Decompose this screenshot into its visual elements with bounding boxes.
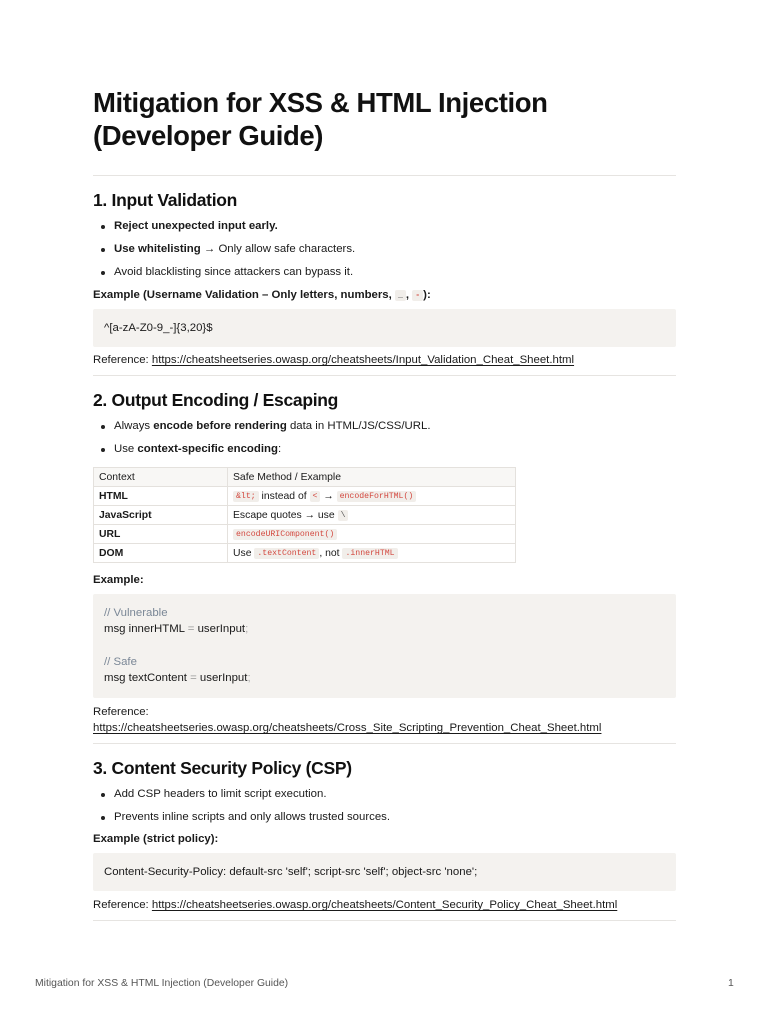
list-item: Avoid blacklisting since attackers can bypass it.	[93, 265, 676, 279]
reference-link[interactable]: https://cheatsheetseries.owasp.org/cheatsheets/Content_Security_Policy_Cheat_Sheet.html	[151, 899, 618, 911]
table-cell-context: HTML	[94, 487, 228, 506]
table-row	[94, 525, 516, 544]
inline-code: .innerHTML	[342, 548, 397, 559]
inline-code: \	[338, 510, 349, 521]
code-line: msg innerHTML = userInput;	[104, 623, 249, 636]
code-comment: // Vulnerable	[104, 607, 168, 619]
page-title-line2: (Developer Guide)	[93, 120, 324, 151]
example-label-username: Example (Username Validation – Only letters, numbers, _ , - ):	[93, 289, 431, 301]
inline-code: -	[412, 290, 423, 301]
table-cell-method: Use .textContent , not .innerHTML	[228, 544, 516, 563]
footer-title: Mitigation for XSS & HTML Injection (Developer Guide)	[35, 978, 289, 989]
input-validation-list	[93, 219, 676, 289]
reference-label: Reference:	[93, 706, 149, 718]
code-comment: // Safe	[104, 655, 137, 668]
code-line: msg textContent = userInput;	[104, 671, 251, 684]
page-number: 1	[728, 978, 734, 989]
code-block-regex	[93, 309, 676, 347]
list-item: Add CSP headers to limit script execution.	[93, 787, 676, 801]
table-cell-context: URL	[94, 525, 228, 544]
reference-csp: Reference: https://cheatsheetseries.owasp.org/cheatsheets/Content_Security_Policy_Cheat_Sheet.html	[93, 899, 618, 911]
page-title	[93, 86, 676, 152]
section-heading-input-validation: 1. Input Validation	[93, 190, 238, 210]
code-line-empty	[104, 637, 676, 653]
code-block-js	[93, 594, 676, 698]
reference-input-validation: Reference: https://cheatsheetseries.owasp.org/cheatsheets/Input_Validation_Cheat_Sheet.html	[93, 354, 575, 366]
section-heading-output-encoding: 2. Output Encoding / Escaping	[93, 390, 339, 410]
reference-xss	[93, 721, 676, 735]
inline-code: _	[395, 290, 406, 301]
table-cell-method	[228, 525, 516, 544]
example-label-csp: Example (strict policy):	[93, 833, 219, 845]
table-cell-context: JavaScript	[94, 506, 228, 525]
inline-code: encodeForHTML()	[337, 491, 417, 502]
table-row	[94, 544, 516, 563]
table-cell-context: DOM	[94, 544, 228, 563]
list-item: Reject unexpected input early.	[93, 219, 676, 233]
table-cell-method: Escape quotes → use \	[228, 506, 516, 525]
divider	[93, 743, 676, 744]
inline-code: <	[310, 491, 321, 502]
list-item: Use whitelisting → Only allow safe characters.	[93, 242, 676, 256]
page-title-line1: Mitigation for XSS & HTML Injection	[93, 87, 548, 118]
code-line: ^[a-zA-Z0-9_-]{3,20}$	[104, 322, 213, 334]
divider	[93, 920, 676, 921]
table-header-row	[94, 468, 516, 487]
table-row	[94, 506, 516, 525]
section-heading-csp: 3. Content Security Policy (CSP)	[93, 758, 352, 778]
inline-code: .textContent	[254, 548, 319, 559]
table-row	[94, 487, 516, 506]
output-encoding-list	[93, 419, 676, 465]
table-header-cell: Safe Method / Example	[228, 468, 516, 487]
list-item: Prevents inline scripts and only allows trusted sources.	[93, 810, 676, 824]
encoding-table	[93, 467, 516, 563]
divider	[93, 175, 676, 176]
table-cell-method: &lt; instead of < → encodeForHTML()	[228, 487, 516, 506]
inline-code: encodeURIComponent()	[233, 529, 337, 540]
reference-link[interactable]: https://cheatsheetseries.owasp.org/cheatsheets/Input_Validation_Cheat_Sheet.html	[151, 354, 575, 366]
reference-link[interactable]: https://cheatsheetseries.owasp.org/cheatsheets/Cross_Site_Scripting_Prevention_Cheat_Sheet.html	[93, 722, 602, 734]
example-label: Example:	[93, 574, 144, 586]
divider	[93, 375, 676, 376]
code-line: Content-Security-Policy: default-src 'self'; script-src 'self'; object-src 'none';	[104, 866, 478, 878]
code-block-csp	[93, 853, 676, 891]
inline-code: &lt;	[233, 491, 259, 502]
csp-list	[93, 787, 676, 833]
list-item: Always encode before rendering data in HTML/JS/CSS/URL.	[93, 419, 676, 433]
table-header-cell: Context	[94, 468, 228, 487]
list-item: Use context-specific encoding:	[93, 442, 676, 456]
